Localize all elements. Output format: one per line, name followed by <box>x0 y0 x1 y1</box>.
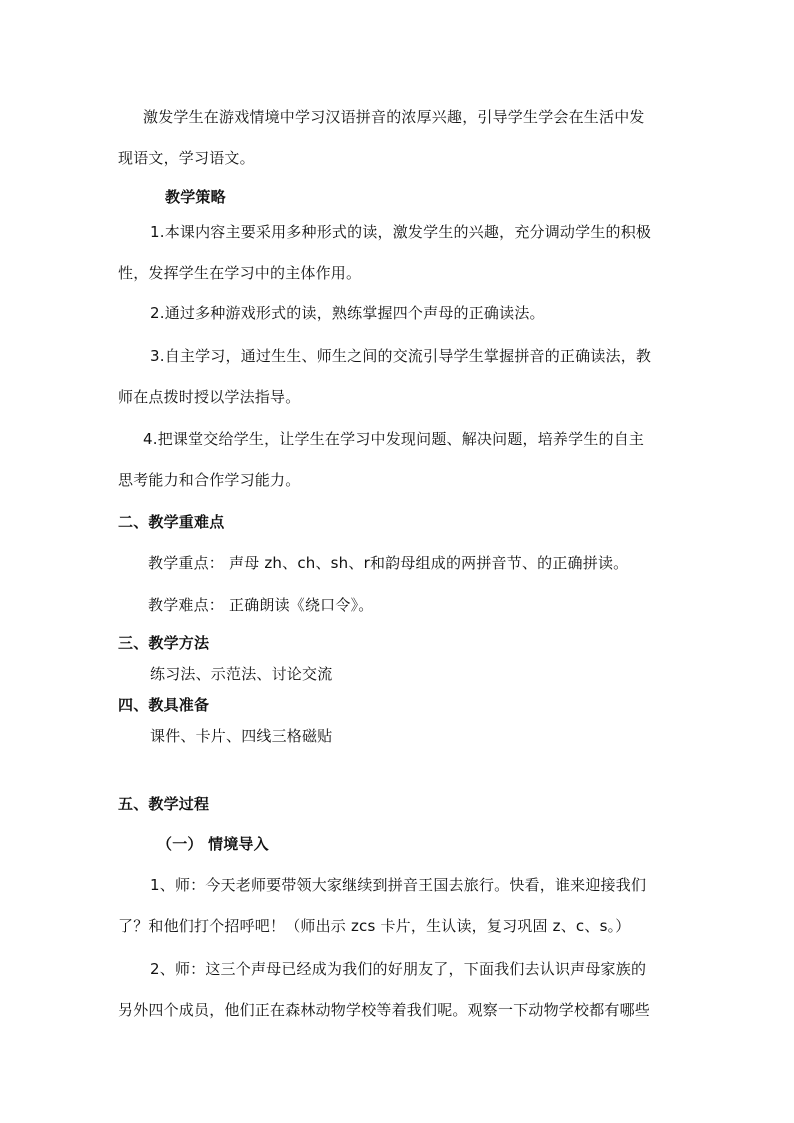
strategy-1-line-1: 1.本课内容主要采用多种形式的读，激发学生的兴趣，充分调动学生的积极 <box>150 223 652 241</box>
goal-paragraph-line-1: 激发学生在游戏情境中学习汉语拼音的浓厚兴趣，引导学生学会在生活中发 <box>143 108 645 126</box>
strategy-3-line-2: 师在点拨时授以学法指导。 <box>118 388 301 406</box>
teaching-materials: 课件、卡片、四线三格磁贴 <box>150 727 333 745</box>
strategy-2: 2.通过多种游戏形式的读，熟练掌握四个声母的正确读法。 <box>150 304 545 322</box>
strategy-4-line-2: 思考能力和合作学习能力。 <box>118 471 301 489</box>
strategy-heading: 教学策略 <box>165 188 226 206</box>
step-2-line-1: 2、师：这三个声母已经成为我们的好朋友了，下面我们去认识声母家族的 <box>150 960 647 978</box>
section-3-heading: 三、教学方法 <box>118 634 210 652</box>
step-2-line-2: 另外四个成员，他们正在森林动物学校等着我们呢。观察一下动物学校都有哪些 <box>118 1001 651 1019</box>
strategy-3-line-1: 3.自主学习，通过生生、师生之间的交流引导学生掌握拼音的正确读法，教 <box>150 347 652 365</box>
subsection-1-heading: （一） 情境导入 <box>157 835 269 853</box>
step-1-line-1: 1、师：今天老师要带领大家继续到拼音王国去旅行。快看，谁来迎接我们 <box>150 876 647 894</box>
goal-paragraph-line-2: 现语文，学习语文。 <box>118 149 255 167</box>
strategy-1-line-2: 性，发挥学生在学习中的主体作用。 <box>118 264 362 282</box>
key-point: 教学重点： 声母 zh、ch、sh、r和韵母组成的两拼音节、的正确拼读。 <box>148 554 629 572</box>
difficult-point: 教学难点： 正确朗读《绕口令》。 <box>148 596 374 614</box>
step-1-line-2: 了？和他们打个招呼吧！（师出示 zcs 卡片，生认读，复习巩固 z、c、s。） <box>118 917 631 935</box>
strategy-4-line-1: 4.把课堂交给学生，让学生在学习中发现问题、解决问题，培养学生的自主 <box>143 430 645 448</box>
section-5-heading: 五、教学过程 <box>118 795 210 813</box>
section-2-heading: 二、教学重难点 <box>118 513 225 531</box>
teaching-methods: 练习法、示范法、讨论交流 <box>150 665 333 683</box>
section-4-heading: 四、教具准备 <box>118 696 210 714</box>
